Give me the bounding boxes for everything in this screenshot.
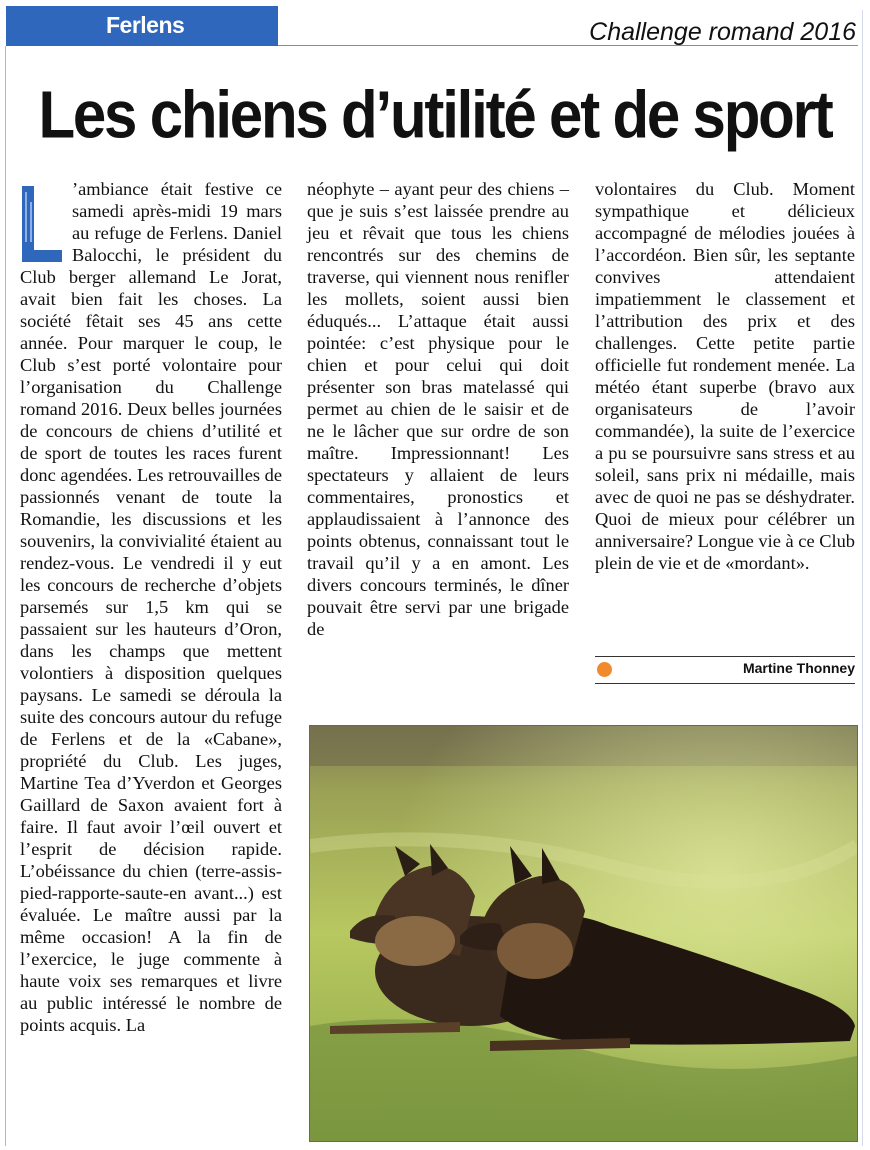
dropcap-letter (20, 182, 64, 264)
section-label: Ferlens (106, 12, 185, 38)
author-signature (595, 656, 855, 684)
article-column-3 (595, 178, 855, 574)
dogs-photo (309, 725, 858, 1142)
article-headline: Les chiens d’utilité et de sport (38, 77, 832, 153)
signature-dot (597, 662, 612, 677)
frame-rule-right (862, 10, 863, 1146)
author-name: Martine Thonney (742, 660, 855, 676)
frame-rule-left (5, 46, 6, 1146)
column-1-text: ’ambiance était festive ce samedi après-midi 19 mars au refuge de Ferlens. Daniel Balocchi, le président du Club berger allemand Le Jorat, avait bien fait les choses. La société fêtait ses 45 ans cette année. Pour marquer le coup, le Club s’est porté volontaire pour l’organisation du Challenge romand 2016. Deux belles journées de concours de chiens d’utilité et de sport de toutes les races furent donc agendées. Les retrouvailles de passionnés venant de toute la Romandie, les discussions et les souvenirs, la convivialité étaient au rendez-vous. Le vendredi il y eut les concours de recherche d’objets parsemés sur 1,5 km qui se passaient sur les hauteurs d’Oron, dans les champs que mettent volontiers à disposition quelques paysans. Le samedi se déroula la suite des concours autour du refuge de Ferlens et de la «Cabane», propriété du Club. Les juges, Martine Tea d’Yverdon et Georges Gaillard de Saxon avaient fort à faire. Il faut avoir l’œil ouvert et l’esprit de décision rapide. L’obéissance du chien (terre-assis-pied-rapporte-saute-en avant...) est évaluée. Le maître aussi par la même occasion! A la fin de l’exercice, le juge commente à haute voix ses remarques et livre au public intéressé le nombre de points acquis. La (20, 179, 282, 1035)
column-3-text: volontaires du Club. Moment sympathique et délicieux accompagné de mélodies jouées à l’accordéon. Bien sûr, les septante convives attendaient impatiemment le classement et l’attribution des prix et des challenges. Cette petite partie officielle fut rondement menée. La météo étant superbe (bravo aux organisateurs de l’avoir commandée), la suite de l’exercice a pu se poursuivre sans stress et au soleil, sans prix ni médaille, mais avec de quoi ne pas se déshydrater. Quoi de mieux pour célébrer un anniversaire? Longue vie à ce Club plein de vie et de «mordant». (595, 179, 855, 573)
series-label: Challenge romand 2016 (589, 18, 856, 46)
column-2-text: néophyte – ayant peur des chiens – que je suis s’est laissée prendre au jeu et rêvait que tous les chiens rencontrés sur des chemins de traverse, qui viennent nous renifler les mollets, soient aussi bien éduqués... L’attaque était aussi pointée: c’est physique pour le chien et pour celui qui doit présenter son bras matelassé qui permet au chien de le saisir et de ne le lâcher que sur ordre de son maître. Impressionnant! Les spectateurs y allaient de leurs commentaires, pronostics et applaudissaient à l’annonce des points obtenus, connaissant tout le travail qu’il y a en amont. Les divers concours terminés, le dîner pouvait être servi par une brigade de (307, 179, 569, 639)
page-header (0, 0, 870, 52)
dogs-photo-illustration (310, 726, 857, 1141)
article-column-1 (20, 178, 282, 1036)
article-column-2 (307, 178, 569, 640)
dropcap (20, 182, 64, 264)
section-tag (6, 6, 278, 46)
